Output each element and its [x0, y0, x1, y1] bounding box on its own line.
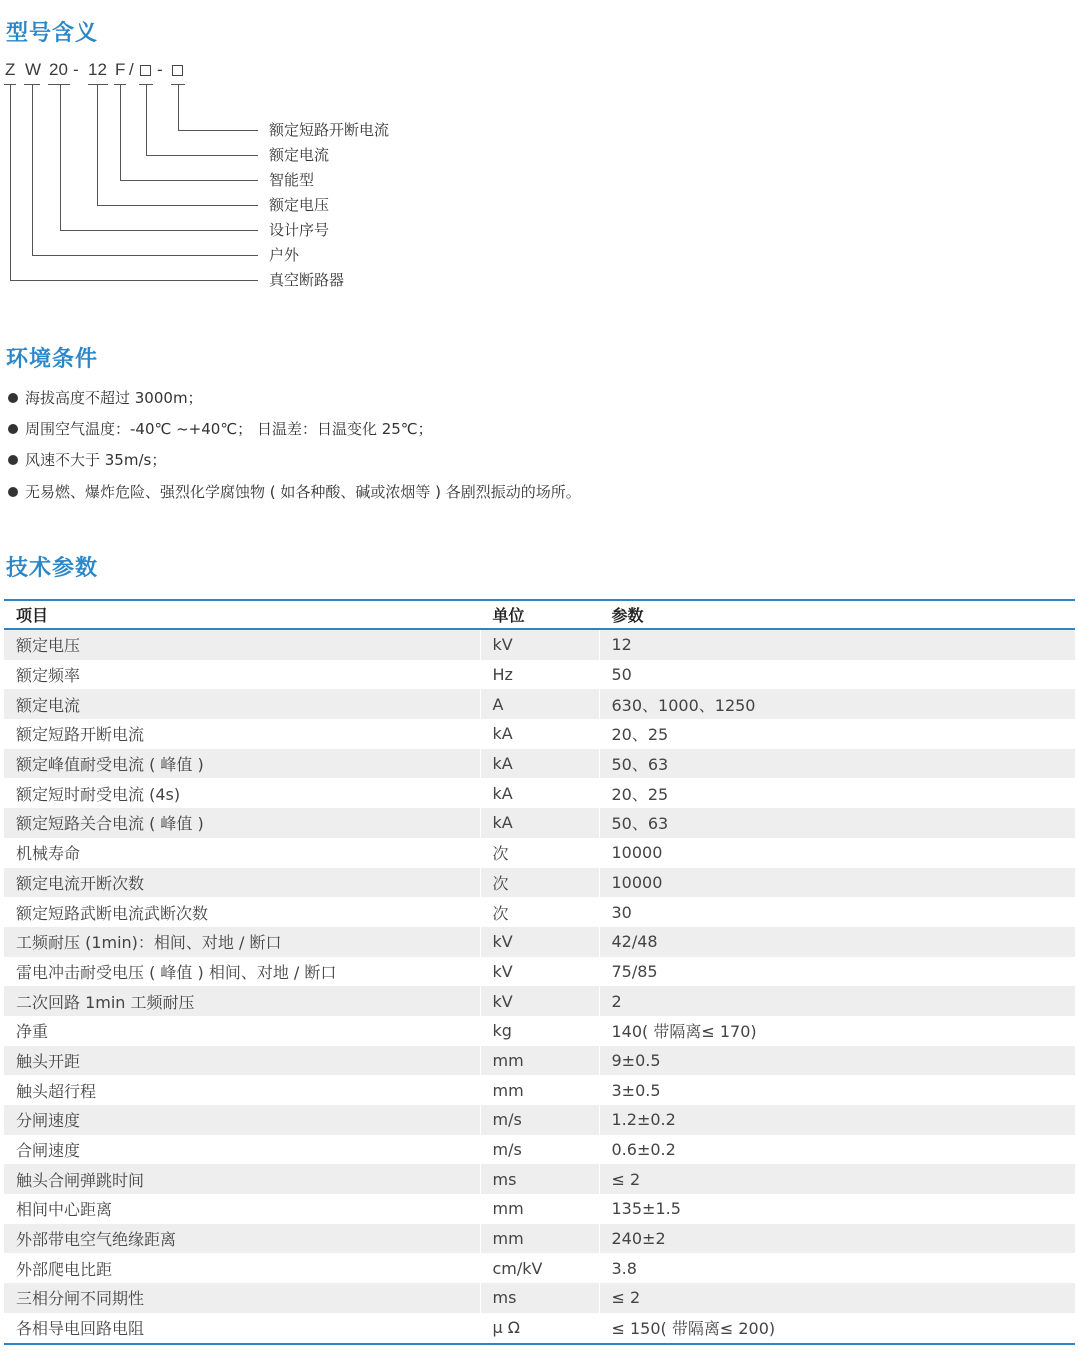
cell-value: 30 [599, 897, 1075, 927]
env-item: 海拔高度不超过 3000m； [8, 388, 203, 408]
code-char-voltage: 12 [88, 60, 107, 79]
table-row [4, 927, 1075, 957]
code-char-slash: / [129, 60, 134, 79]
cell-value: 140( 带隔离≤ 170) [599, 1016, 1075, 1046]
cell-item: 外部带电空气绝缘距离 [4, 1224, 480, 1254]
cell-value: 50 [599, 660, 1075, 690]
cell-unit: ms [480, 1283, 599, 1313]
label-intelligent: 智能型 [269, 171, 315, 189]
header-item: 项目 [16, 606, 49, 625]
cell-value: 2 [599, 986, 1075, 1016]
cell-item: 触头开距 [4, 1046, 480, 1076]
cell-value: 3.8 [599, 1253, 1075, 1283]
cell-unit: kA [480, 749, 599, 779]
cell-item: 分闸速度 [4, 1105, 480, 1135]
section-title-model: 型号含义 [6, 21, 99, 46]
code-char-z: Z [5, 60, 16, 79]
cell-item: 相间中心距离 [4, 1194, 480, 1224]
cell-unit: kV [480, 957, 599, 987]
code-char-dash: - [73, 60, 79, 79]
cell-item: 触头合闸弹跳时间 [4, 1164, 480, 1194]
cell-unit: kA [480, 719, 599, 749]
label-rated-voltage: 额定电压 [269, 196, 330, 214]
code-char-f: F [115, 60, 126, 79]
cell-value: 12 [599, 629, 1075, 660]
table-row [4, 660, 1075, 690]
table-row [4, 689, 1075, 719]
cell-unit: m/s [480, 1105, 599, 1135]
table-row [4, 1105, 1075, 1135]
table-row [4, 957, 1075, 987]
cell-unit: m/s [480, 1135, 599, 1165]
cell-item: 触头超行程 [4, 1075, 480, 1105]
cell-item: 额定电流 [4, 689, 480, 719]
cell-unit: kV [480, 927, 599, 957]
bullet-icon [8, 393, 18, 403]
code-box-breaking-current [172, 65, 183, 76]
table-row [4, 1313, 1075, 1344]
table-row [4, 1016, 1075, 1046]
cell-item: 二次回路 1min 工频耐压 [4, 986, 480, 1016]
label-outdoor: 户外 [269, 246, 300, 264]
table-row [4, 1224, 1075, 1254]
section-title-technical: 技术参数 [6, 556, 99, 581]
cell-unit: kA [480, 778, 599, 808]
cell-item: 净重 [4, 1016, 480, 1046]
table-row [4, 778, 1075, 808]
table-row [4, 808, 1075, 838]
cell-item: 各相导电回路电阻 [4, 1313, 480, 1344]
cell-unit: 次 [480, 868, 599, 898]
table-row [4, 719, 1075, 749]
cell-item: 额定电流开断次数 [4, 868, 480, 898]
table-row [4, 1046, 1075, 1076]
cell-item: 额定短时耐受电流 (4s) [4, 778, 480, 808]
cell-value: 9±0.5 [599, 1046, 1075, 1076]
cell-unit: cm/kV [480, 1253, 599, 1283]
cell-value: 75/85 [599, 957, 1075, 987]
cell-item: 合闸速度 [4, 1135, 480, 1165]
code-box-current [140, 65, 151, 76]
cell-unit: mm [480, 1075, 599, 1105]
cell-unit: μ Ω [480, 1313, 599, 1344]
cell-item: 外部爬电比距 [4, 1253, 480, 1283]
table-row [4, 986, 1075, 1016]
cell-value: ≤ 150( 带隔离≤ 200) [599, 1313, 1075, 1344]
cell-value: ≤ 2 [599, 1164, 1075, 1194]
bullet-icon [8, 487, 18, 497]
cell-item: 额定短路开断电流 [4, 719, 480, 749]
table-row [4, 1075, 1075, 1105]
cell-value: 3±0.5 [599, 1075, 1075, 1105]
label-vacuum-breaker: 真空断路器 [269, 271, 345, 289]
cell-unit: mm [480, 1194, 599, 1224]
label-rated-current: 额定电流 [269, 146, 330, 164]
cell-item: 雷电冲击耐受电压 ( 峰值 ) 相间、对地 / 断口 [4, 957, 480, 987]
header-value: 参数 [599, 600, 1075, 629]
cell-unit: 次 [480, 838, 599, 868]
cell-item: 三相分闸不同期性 [4, 1283, 480, 1313]
cell-value: 10000 [599, 838, 1075, 868]
bullet-icon [8, 455, 18, 465]
cell-value: 135±1.5 [599, 1194, 1075, 1224]
table-row [4, 1253, 1075, 1283]
table-row [4, 868, 1075, 898]
cell-value: 10000 [599, 868, 1075, 898]
env-item: 无易燃、爆炸危险、强烈化学腐蚀物 ( 如各种酸、碱或浓烟等 ) 各剧烈振动的场所。 [8, 482, 581, 502]
cell-item: 额定短路关合电流 ( 峰值 ) [4, 808, 480, 838]
table-row [4, 1283, 1075, 1313]
code-char-design: 20 [49, 60, 68, 79]
cell-item: 工频耐压 (1min)：相间、对地 / 断口 [4, 927, 480, 957]
table-row [4, 629, 1075, 660]
table-header-row [4, 600, 1075, 629]
cell-unit: kg [480, 1016, 599, 1046]
spec-table [4, 599, 1075, 1345]
cell-value: 20、25 [599, 778, 1075, 808]
header-unit: 单位 [480, 600, 599, 629]
bullet-icon [8, 424, 18, 434]
cell-item: 机械寿命 [4, 838, 480, 868]
table-row [4, 1135, 1075, 1165]
table-row [4, 1164, 1075, 1194]
cell-value: 50、63 [599, 808, 1075, 838]
env-item: 风速不大于 35m/s； [8, 450, 166, 470]
model-code-diagram [0, 56, 420, 296]
cell-unit: mm [480, 1046, 599, 1076]
cell-value: 240±2 [599, 1224, 1075, 1254]
table-row [4, 838, 1075, 868]
cell-unit: kV [480, 629, 599, 660]
cell-unit: kV [480, 986, 599, 1016]
table-row [4, 749, 1075, 779]
section-title-environment: 环境条件 [6, 347, 99, 372]
cell-value: 0.6±0.2 [599, 1135, 1075, 1165]
cell-value: 42/48 [599, 927, 1075, 957]
cell-item: 额定电压 [4, 629, 480, 660]
cell-value: 50、63 [599, 749, 1075, 779]
cell-item: 额定短路武断电流武断次数 [4, 897, 480, 927]
cell-unit: mm [480, 1224, 599, 1254]
env-item: 周围空气温度：-40℃ ~+40℃； 日温差：日温变化 25℃； [8, 419, 433, 439]
cell-value: ≤ 2 [599, 1283, 1075, 1313]
cell-unit: ms [480, 1164, 599, 1194]
cell-value: 20、25 [599, 719, 1075, 749]
cell-value: 630、1000、1250 [599, 689, 1075, 719]
table-row [4, 897, 1075, 927]
cell-unit: kA [480, 808, 599, 838]
cell-unit: Hz [480, 660, 599, 690]
cell-unit: A [480, 689, 599, 719]
table-row [4, 1194, 1075, 1224]
cell-item: 额定频率 [4, 660, 480, 690]
cell-item: 额定峰值耐受电流 ( 峰值 ) [4, 749, 480, 779]
cell-unit: 次 [480, 897, 599, 927]
code-char-dash-2: - [157, 60, 163, 79]
code-char-w: W [25, 60, 42, 79]
label-breaking-current: 额定短路开断电流 [269, 121, 390, 139]
cell-value: 1.2±0.2 [599, 1105, 1075, 1135]
label-design-number: 设计序号 [269, 221, 330, 239]
